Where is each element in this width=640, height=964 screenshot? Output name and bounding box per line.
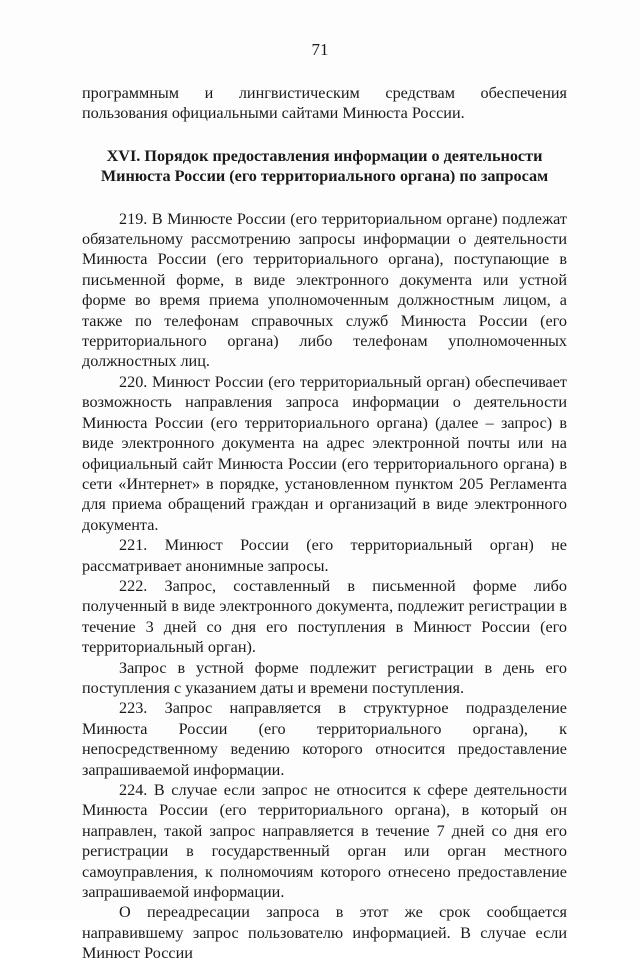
paragraph-222: 222. Запрос, составленный в письменной форме либо полученный в виде электронного документа, подлежит регистрации в течение 3 дней со дня его поступления в Минюст России (его территориальный орган). <box>82 576 567 657</box>
document-body <box>82 83 567 964</box>
paragraph-224-redirect: О переадресации запроса в этот же срок сообщается направившему запрос пользователю информацией. В случае если Минюст России <box>82 903 567 963</box>
paragraph-220: 220. Минюст России (его территориальный орган) обеспечивает возможность направления запроса информации о деятельности Минюста России (его территориального органа) (далее – запрос) в виде электронного документа на адрес электронной почты или на официальный сайт Минюста России (его территориального органа) в сети «Интернет» в порядке, установленном пунктом 205 Регламента для приема обращений граждан и организаций в виде электронного документа. <box>82 372 567 534</box>
section-heading <box>82 146 567 187</box>
paragraph-222-oral: Запрос в устной форме подлежит регистрации в день его поступления с указанием даты и времени поступления. <box>82 658 567 697</box>
intro-paragraph: программным и лингвистическим средствам обеспечения пользования официальными сайтами Минюста России. <box>82 84 567 123</box>
paragraph-219: 219. В Минюсте России (его территориальном органе) подлежат обязательному рассмотрению запросы информации о деятельности Минюста России (его территориального органа), поступающие в письменной форме, в виде электронного документа или устной форме во время приема уполномоченным должностным лицом, а также по телефонам справочных служб Минюста России (его территориального органа) либо телефонам уполномоченных должностных лиц. <box>82 209 567 371</box>
paragraph-221: 221. Минюст России (его территориальный орган) не рассматривает анонимные запросы. <box>82 536 567 575</box>
page-number: 71 <box>311 40 329 59</box>
section-heading-line-1: XVI. Порядок предоставления информации о деятельности <box>106 146 543 165</box>
paragraph-224: 224. В случае если запрос не относится к сфере деятельности Минюста России (его территориального органа), в который он направлен, такой запрос направляется в течение 7 дней со дня его регистрации в государственный орган или орган местного самоуправления, к полномочиям которого отнесено предоставление запрашиваемой информации. <box>82 781 567 902</box>
section-heading-line-2: Минюста России (его территориального органа) по запросам <box>100 167 549 186</box>
paragraph-223: 223. Запрос направляется в структурное подразделение Минюста России (его территориального органа), к непосредственному ведению которого относится предоставление запрашиваемой информации. <box>82 699 567 779</box>
